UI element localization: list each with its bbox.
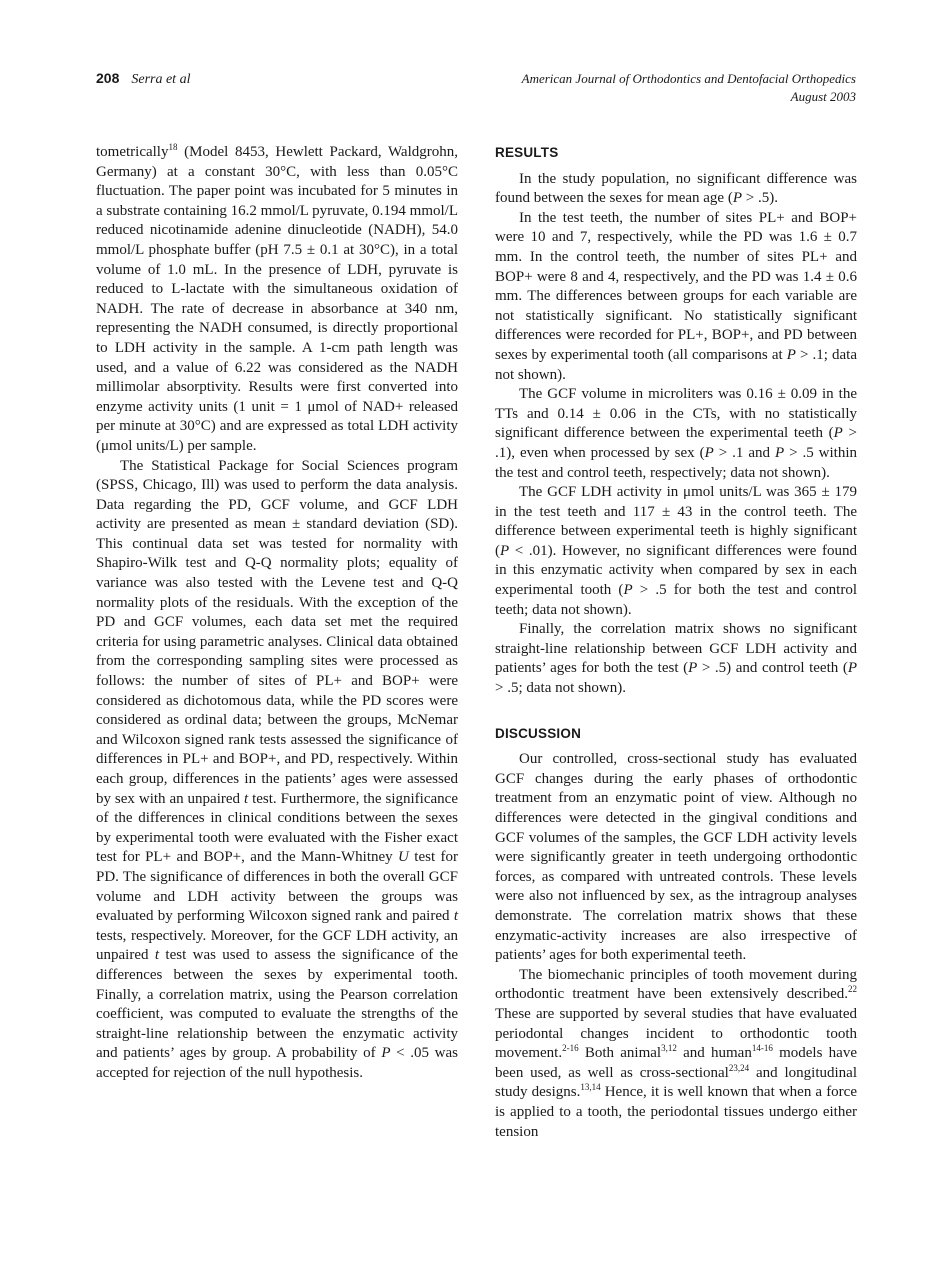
- discussion-paragraph-2: The biomechanic principles of tooth movement during orthodontic treatment have been extensively described.$^{22}$ These are supported by several studies that have evaluated periodontal changes incident to orthodontic tooth movement.$^{2-16}$ Both animal$^{3,12}$ and human$^{14-16}$ models have been used, as well as cross-sectional$^{23,24}$ and longitudinal study designs.$^{13,14}$ Hence, it is well known that when a force is applied to a tooth, the periodontal tissues undergo either tension: [495, 966, 857, 1140]
- methods-paragraph-1: tometrically$^{18}$ (Model 8453, Hewlett Packard, Waldgrohn, Germany) at a constant 30°C, with less than 0.05°C fluctuation. The paper point was incubated for 5 minutes in a substrate containing 16.2 mmol/L pyruvate, 0.194 mmol/L reduced nicotinamide adenine dinucleotide (NADH), 54.0 mmol/L phosphate buffer (pH 7.5 ± 0.1 at 30°C), in a total volume of 1.0 mL. In the presence of LDH, pyruvate is reduced to L-lactate with the simultaneous oxidation of NADH. The rate of decrease in absorbance at 340 nm, representing the NADH consumed, is directly proportional to LDH activity in the sample. A 1-cm path length was used, and a value of 6.22 was considered as the NADH millimolar absorptivity. Results were first converted into enzyme activity units (1 unit = 1 μmol of NAD+ released per minute at 30°C) and are expressed as total LDH activity (μmol units/L) per sample.: [96, 142, 458, 454]
- journal-title: American Journal of Orthodontics and Dentofacial Orthopedics: [521, 71, 856, 86]
- results-paragraph-3: The GCF volume in microliters was 0.16 ± 0.09 in the TTs and 0.14 ± 0.06 in the CTs, with no statistically significant difference between the experimental teeth (P > .1), even when processed by sex (P > .1 and P > .5 within the test and control teeth, respectively; data not shown).: [495, 386, 858, 481]
- page-header: [96, 70, 856, 110]
- discussion-paragraph-1: Our controlled, cross-sectional study has evaluated GCF changes during the early phases of orthodontic treatment from an enzymatic point of view. Although no differences were detected in the gingival conditions and GCF volumes of the samples, the GCF LDH activity levels were significantly greater in teeth undergoing orthodontic forces, as compared with untreated controls. These levels were also not influenced by sex, as the intragroup analyses demonstrate. The correlation matrix shows that these enzymatic-activity increases are also irrespective of patients’ ages for both experimental teeth.: [495, 751, 857, 964]
- results-paragraph-5: Finally, the correlation matrix shows no significant straight-line relationship between GCF LDH activity and patients’ ages for both the test (P > .5) and control teeth (P > .5; data not shown).: [495, 621, 857, 697]
- journal-info: [522, 70, 856, 106]
- results-paragraph-4: The GCF LDH activity in μmol units/L was 365 ± 179 in the test teeth and 117 ± 43 in the control teeth. The difference between experimental teeth is highly significant (P < .01). However, no significant differences were found in this enzymatic activity when compared by sex in each experimental tooth (P > .5 for both the test and control teeth; data not shown).: [495, 484, 857, 618]
- page-number: 208: [96, 70, 120, 86]
- issue-date: August 2003: [790, 89, 856, 104]
- discussion-heading: DISCUSSION: [495, 725, 582, 741]
- results-paragraph-1: In the study population, no significant difference was found between the sexes for mean age (P > .5).: [495, 170, 857, 207]
- methods-paragraph-2: The Statistical Package for Social Sciences program (SPSS, Chicago, Ill) was used to perform the data analysis. Data regarding the PD, GCF volume, and GCF LDH activity are presented as mean ± standard deviation (SD). This continual data set was tested for normality with Shapiro-Wilk test and Q-Q normality plots; equality of variance was also tested with the Levene test and Q-Q normality plots of the residuals. With the exception of the PD and GCF volumes, each data set met the required criteria for using parametric analyses. Clinical data obtained from the corresponding sampling sites were processed as follows: the number of sites of PL+ and BOP+ were considered as dichotomous data, while the PD scores were considered as ordinal data; between the groups, McNemar and Wilcoxon signed rank tests assessed the significance of differences in PL+ and BOP+, and PD, respectively. Within each group, differences in the patients’ ages were assessed by sex with an unpaired t test. Furthermore, the significance of the differences in clinical conditions between the sexes by experimental tooth were evaluated with the Fisher exact test for PL+ and BOP+, and the Mann-Whitney U test for PD. The significance of differences in both the overall GCF volume and LDH activity between the groups was evaluated by performing Wilcoxon signed rank and paired t tests, respectively. Moreover, for the GCF LDH activity, an unpaired t test was used to assess the significance of the differences between the sexes by experimental tooth. Finally, a correlation matrix, using the Pearson correlation coefficient, was computed to evaluate the strengths of the straight-line relationship between the enzymatic activity and patients’ ages by group. A probability of P < .05 was accepted for rejection of the null hypothesis.: [96, 457, 458, 1081]
- results-heading: RESULTS: [495, 145, 559, 160]
- right-column: [495, 143, 857, 1142]
- left-column: [96, 143, 458, 1084]
- running-authors: Serra et al: [131, 72, 191, 87]
- results-paragraph-2: In the test teeth, the number of sites PL+ and BOP+ were 10 and 7, respectively, while the PD was 1.6 ± 0.7 mm. In the control teeth, the number of sites PL+ and BOP+ were 8 and 4, respectively, and the PD was 1.4 ± 0.6 mm. The differences between groups for each variable are not statistically significant. No statistically significant differences were recorded for PL+, BOP+, and PD between sexes by experimental tooth (all comparisons at P > .1; data not shown).: [495, 209, 857, 383]
